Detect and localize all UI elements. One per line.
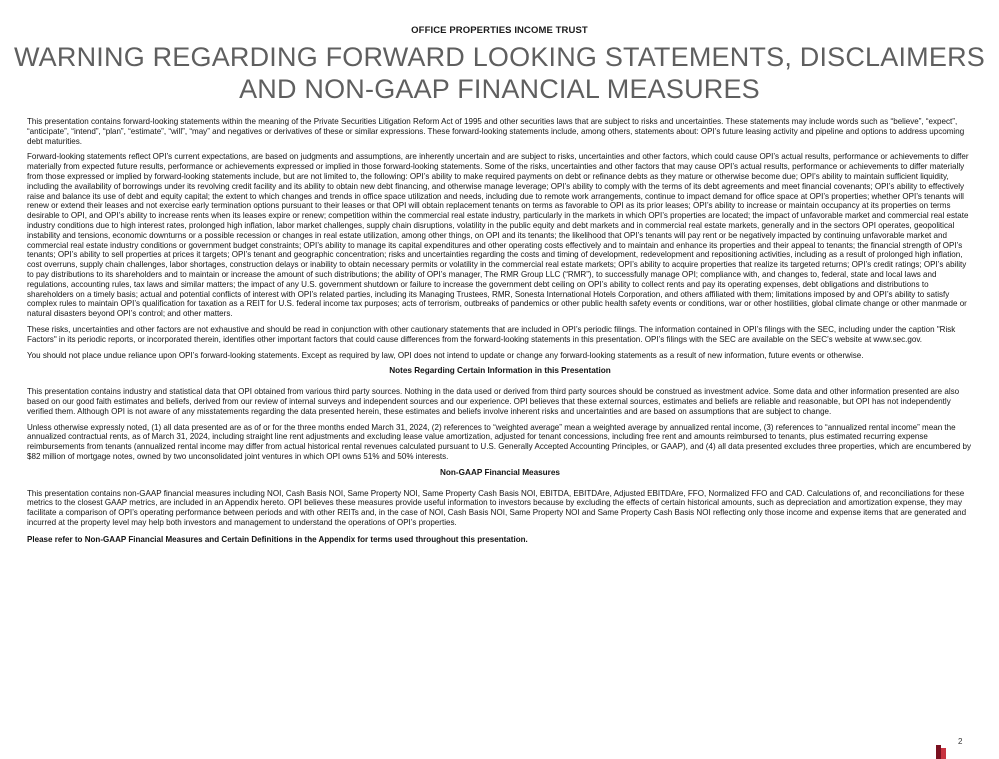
risks-paragraph: Forward-looking statements reflect OPI’s current expectations, are based on judgments and assumptions, are inherently uncertain and are subject to risks, uncertainties and other factors, which could cause OPI’s actual results, performance or achievements to differ materially from expected future results, performance or achievements expressed or implied in those forward-looking statements. Some of the risks, uncertainties and other factors that may cause OPI’s actual results, performance or achievements to differ materially from those expressed or implied by forward-looking statements include, but are not limited to, the following: OPI’s ability to make required payments on debt or refinance debts as they mature or otherwise become due; OPI’s ability to maintain sufficient liquidity, including the availability of borrowings under its revolving credit facility and its ability to obtain new debt financing, and otherwise manage leverage; OPI’s ability to comply with the terms of its debt agreements and meet financial covenants; OPI’s ability to effectively raise and balance its use of debt and equity capital; the extent to which changes and trends in office space utilization and needs, including due to remote work arrangements, continue to impact demand for office space at OPI’s properties; whether OPI’s tenants will renew or extend their leases and not exercise early termination options pursuant to their leases or that OPI will obtain replacement tenants on terms as favorable to OPI as its prior leases; OPI’s ability to increase or maintain occupancy at its properties on terms desirable to OPI, and OPI’s ability to increase rents when its leases expire or renew; competition within the commercial real estate industry, particularly in the markets in which OPI’s properties are located; the impact of unfavorable market and commercial real estate industry conditions due to high interest rates, prolonged high inflation, labor market challenges, supply chain disruptions, volatility in the public equity and debt markets and in commercial real estate markets, generally and in the sectors OPI operates, geopolitical instability and tensions, economic downturns or a possible recession or changes in real estate utilization, among other things, on OPI and its tenants; the likelihood that OPI’s tenants will pay rent or be negatively impacted by continuing unfavorable market and commercial real estate industry conditions or government budget constraints; OPI’s ability to manage its capital expenditures and other operating costs effectively and to maintain and enhance its properties and their appeal to tenants; the financial strength of OPI’s tenants; OPI’s ability to sell properties at prices it targets; OPI’s tenant and geographic concentration; risks and uncertainties regarding the costs and timing of development, redevelopment and repositioning activities, including as a result of prolonged high inflation, cost overruns, supply chain challenges, labor shortages, construction delays or inability to obtain necessary permits or volatility in the commercial real estate markets; OPI’s ability to acquire properties that realize its targeted returns; OPI’s credit ratings; OPI’s ability to pay distributions to its shareholders and to maintain or increase the amount of such distributions; the ability of OPI’s manager, The RMR Group LLC (“RMR”), to successfully manage OPI; compliance with, and changes to, federal, state and local laws and regulations, accounting rules, tax laws and similar matters; the impact of any U.S. government shutdown or failure to increase the government debt ceiling on OPI’s ability to collect rents and pay its operating expenses, debt obligations and distributions to shareholders on a timely basis; actual and potential conflicts of interest with OPI’s related parties, including its Managing Trustees, RMR, Sonesta International Hotels Corporation, and others affiliated with them; limitations imposed by and OPI’s ability to satisfy complex rules to maintain OPI’s qualification for taxation as a REIT for U.S. federal income tax purposes; acts of terrorism, outbreaks of pandemics or other public health safety events or conditions, war or other hostilities, global climate change or other manmade or natural disasters beyond OPI’s control; and other matters.: [27, 152, 969, 319]
company-name: OFFICE PROPERTIES INCOME TRUST: [411, 25, 588, 36]
intro-paragraph: This presentation contains forward-looking statements within the meaning of the Private Securities Litigation Reform Act of 1995 and other securities laws that are subject to risks and uncertainties. These statements may include words such as “believe”, “expect”, “anticipate”, “intend”, “plan”, “estimate”, “will”, “may” and negatives or derivatives of these or similar expressions. These forward-looking statements include, among others, statements about: OPI’s future leasing activity and pipeline and options to address upcoming debt maturities.: [27, 117, 965, 146]
notes-heading: Notes Regarding Certain Information in this Presentation: [389, 366, 611, 376]
final-note: Please refer to Non-GAAP Financial Measures and Certain Definitions in the Appendix for terms used throughout this presentation.: [27, 534, 528, 544]
opi-mark-icon: [934, 745, 950, 759]
page-title: WARNING REGARDING FORWARD LOOKING STATEMENTS, DISCLAIMERS AND NON-GAAP FINANCIAL MEASURES: [14, 42, 985, 104]
page-number: 2: [958, 737, 963, 746]
data-as-of-paragraph: Unless otherwise expressly noted, (1) all data presented are as of or for the three months ended March 31, 2024, (2) references to “weighted average” mean a weighted average by annualized rental income, (3) references to “annualized rental income” mean the annualized contractual rents, as of March 31, 2024, including straight line rent adjustments and excluding lease value amortization, adjusted for tenant concessions, including free rent and amounts reimbursed to tenants, plus estimated recurring expense reimbursements from tenants (annualized rental income may differ from actual historical rental revenues calculated pursuant to U.S. Generally Accepted Accounting Principles, or GAAP), and (4) all data presented excludes three properties, which are encumbered by $82 million of mortgage notes, owned by two unconsolidated joint ventures in which OPI owns 51% and 50% interests.: [27, 422, 972, 461]
disclaimer-body: [27, 117, 973, 550]
non-gaap-heading: Non-GAAP Financial Measures: [440, 467, 560, 477]
reliance-paragraph: You should not place undue reliance upon OPI’s forward-looking statements. Except as required by law, OPI does not intend to update or change any forward-looking statements as a result of new information, future events or otherwise.: [27, 350, 864, 360]
filings-paragraph: These risks, uncertainties and other factors are not exhaustive and should be read in conjunction with other cautionary statements that are included in OPI’s periodic filings. The information contained in OPI’s filings with the SEC, including under the caption "Risk Factors" in its periodic reports, or incorporated therein, identifies other important factors that could cause differences from the forward-looking statements in this presentation. OPI’s filings with the SEC are available on the SEC’s website at www.sec.gov.: [27, 324, 956, 344]
third-party-paragraph: This presentation contains industry and statistical data that OPI obtained from various third party sources. Nothing in the data used or derived from third party sources should be construed as investment advice. Some data and other information presented are also based on our good faith estimates and beliefs, derived from our review of internal surveys and independent sources and our experience. OPI believes that these external sources, estimates and beliefs are reliable and reasonable, but OPI has not independently verified them. Although OPI is not aware of any misstatements regarding the data presented herein, these estimates and beliefs involve inherent risks and uncertainties and are based on assumptions that are subject to change.: [27, 387, 960, 416]
non-gaap-paragraph: This presentation contains non-GAAP financial measures including NOI, Cash Basis NOI, Same Property NOI, Same Property Cash Basis NOI, EBITDA, EBITDAre, Adjusted EBITDAre, FFO, Normalized FFO and CAD. Calculations of, and reconciliations for these metrics to the closest GAAP metrics, are included in an Appendix hereto. OPI believes these measures provide useful information to investors because by excluding the effects of certain historical amounts, such as depreciation and amortization expense, they may facilitate a comparison of OPI’s operating performance between periods and with other REITs and, in the case of NOI, Cash Basis NOI, Same Property NOI and Same Property Cash Basis NOI reflecting only those income and expense items that are generated and incurred at the property level may help both investors and management to understand the operations of OPI’s properties.: [27, 488, 967, 527]
